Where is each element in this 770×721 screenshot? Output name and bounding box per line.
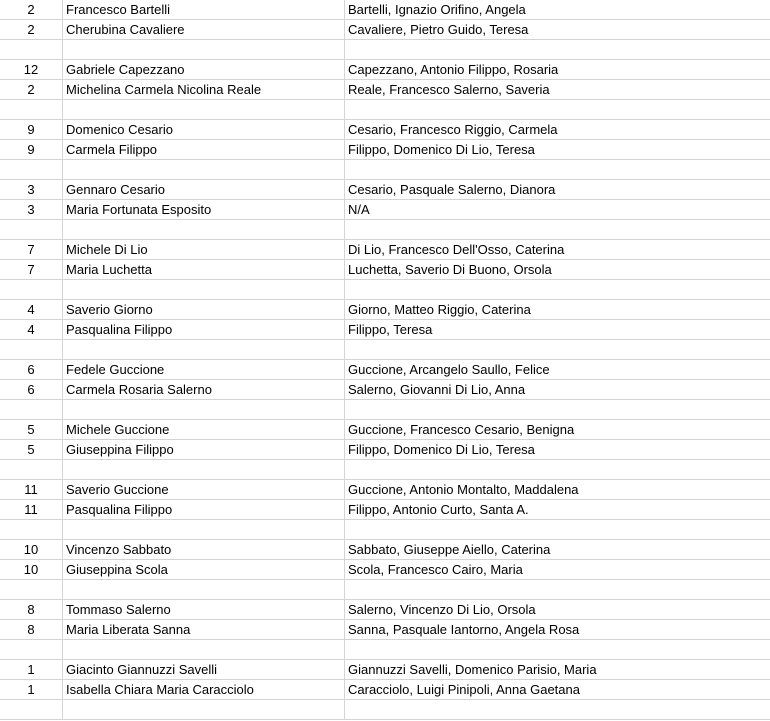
name-cell[interactable]: Cherubina Cavaliere <box>63 20 345 40</box>
parents-cell[interactable] <box>345 280 770 300</box>
name-cell[interactable]: Michelina Carmela Nicolina Reale <box>63 80 345 100</box>
parents-cell[interactable]: Caracciolo, Luigi Pinipoli, Anna Gaetana <box>345 680 770 700</box>
table-row <box>0 360 770 380</box>
name-cell[interactable]: Domenico Cesario <box>63 120 345 140</box>
parents-cell[interactable]: Sanna, Pasquale Iantorno, Angela Rosa <box>345 620 770 640</box>
parents-cell[interactable]: Guccione, Antonio Montalto, Maddalena <box>345 480 770 500</box>
name-cell[interactable] <box>63 220 345 240</box>
name-cell[interactable]: Giuseppina Scola <box>63 560 345 580</box>
name-cell[interactable] <box>63 160 345 180</box>
number-cell[interactable]: 3 <box>0 180 63 200</box>
parents-cell[interactable]: N/A <box>345 200 770 220</box>
number-cell[interactable] <box>0 280 63 300</box>
table-row <box>0 320 770 340</box>
table-row <box>0 660 770 680</box>
name-cell[interactable] <box>63 400 345 420</box>
table-row <box>0 340 770 360</box>
parents-cell[interactable]: Filippo, Antonio Curto, Santa A. <box>345 500 770 520</box>
number-cell[interactable]: 4 <box>0 320 63 340</box>
table-row <box>0 60 770 80</box>
name-cell[interactable] <box>63 580 345 600</box>
parents-cell[interactable]: Sabbato, Giuseppe Aiello, Caterina <box>345 540 770 560</box>
name-cell[interactable] <box>63 40 345 60</box>
table-row <box>0 160 770 180</box>
number-cell[interactable]: 1 <box>0 660 63 680</box>
number-cell[interactable] <box>0 520 63 540</box>
number-cell[interactable]: 2 <box>0 20 63 40</box>
number-cell[interactable]: 10 <box>0 540 63 560</box>
number-cell[interactable] <box>0 220 63 240</box>
number-cell[interactable] <box>0 160 63 180</box>
parents-cell[interactable]: Cesario, Francesco Riggio, Carmela <box>345 120 770 140</box>
parents-cell[interactable]: Guccione, Arcangelo Saullo, Felice <box>345 360 770 380</box>
parents-cell[interactable]: Luchetta, Saverio Di Buono, Orsola <box>345 260 770 280</box>
parents-cell[interactable]: Cavaliere, Pietro Guido, Teresa <box>345 20 770 40</box>
table-row <box>0 700 770 720</box>
parents-cell[interactable] <box>345 400 770 420</box>
name-cell[interactable] <box>63 100 345 120</box>
parents-cell[interactable]: Salerno, Giovanni Di Lio, Anna <box>345 380 770 400</box>
number-cell[interactable]: 4 <box>0 300 63 320</box>
table-row <box>0 460 770 480</box>
number-cell[interactable]: 2 <box>0 80 63 100</box>
table-row <box>0 480 770 500</box>
number-cell[interactable]: 6 <box>0 360 63 380</box>
name-cell[interactable]: Giuseppina Filippo <box>63 440 345 460</box>
name-cell[interactable]: Vincenzo Sabbato <box>63 540 345 560</box>
number-cell[interactable] <box>0 400 63 420</box>
table-row <box>0 120 770 140</box>
table-row <box>0 440 770 460</box>
number-cell[interactable] <box>0 640 63 660</box>
parents-cell[interactable]: Guccione, Francesco Cesario, Benigna <box>345 420 770 440</box>
name-cell[interactable]: Fedele Guccione <box>63 360 345 380</box>
name-cell[interactable]: Saverio Giorno <box>63 300 345 320</box>
table-row <box>0 20 770 40</box>
parents-cell[interactable] <box>345 700 770 720</box>
name-cell[interactable]: Michele Guccione <box>63 420 345 440</box>
table-row <box>0 300 770 320</box>
name-cell[interactable]: Maria Liberata Sanna <box>63 620 345 640</box>
table-row <box>0 220 770 240</box>
number-cell[interactable]: 12 <box>0 60 63 80</box>
number-cell[interactable]: 8 <box>0 620 63 640</box>
name-cell[interactable]: Carmela Rosaria Salerno <box>63 380 345 400</box>
table-row <box>0 620 770 640</box>
table-row <box>0 260 770 280</box>
parents-cell[interactable]: Filippo, Domenico Di Lio, Teresa <box>345 140 770 160</box>
name-cell[interactable]: Gennaro Cesario <box>63 180 345 200</box>
table-row <box>0 580 770 600</box>
parents-cell[interactable]: Reale, Francesco Salerno, Saveria <box>345 80 770 100</box>
table-row <box>0 380 770 400</box>
table-row <box>0 100 770 120</box>
number-cell[interactable]: 10 <box>0 560 63 580</box>
table-row <box>0 680 770 700</box>
number-cell[interactable] <box>0 340 63 360</box>
name-cell[interactable]: Carmela Filippo <box>63 140 345 160</box>
parents-cell[interactable] <box>345 220 770 240</box>
number-cell[interactable]: 5 <box>0 420 63 440</box>
number-cell[interactable]: 8 <box>0 600 63 620</box>
table-row <box>0 240 770 260</box>
number-cell[interactable] <box>0 580 63 600</box>
number-cell[interactable]: 9 <box>0 120 63 140</box>
name-cell[interactable]: Gabriele Capezzano <box>63 60 345 80</box>
number-cell[interactable]: 2 <box>0 0 63 20</box>
table-row <box>0 500 770 520</box>
table-row <box>0 560 770 580</box>
number-cell[interactable]: 5 <box>0 440 63 460</box>
parents-cell[interactable] <box>345 580 770 600</box>
number-cell[interactable] <box>0 700 63 720</box>
name-cell[interactable] <box>63 520 345 540</box>
number-cell[interactable]: 7 <box>0 260 63 280</box>
parents-cell[interactable] <box>345 640 770 660</box>
number-cell[interactable]: 3 <box>0 200 63 220</box>
parents-cell[interactable] <box>345 160 770 180</box>
table-row <box>0 420 770 440</box>
number-cell[interactable]: 7 <box>0 240 63 260</box>
name-cell[interactable]: Isabella Chiara Maria Caracciolo <box>63 680 345 700</box>
table-row <box>0 520 770 540</box>
table-row <box>0 180 770 200</box>
parents-cell[interactable]: Bartelli, Ignazio Orifino, Angela <box>345 0 770 20</box>
number-cell[interactable]: 11 <box>0 480 63 500</box>
table-row <box>0 400 770 420</box>
name-cell[interactable]: Maria Luchetta <box>63 260 345 280</box>
table-row <box>0 200 770 220</box>
number-cell[interactable]: 11 <box>0 500 63 520</box>
name-cell[interactable]: Maria Fortunata Esposito <box>63 200 345 220</box>
number-cell[interactable] <box>0 100 63 120</box>
name-cell[interactable] <box>63 340 345 360</box>
parents-cell[interactable]: Di Lio, Francesco Dell'Osso, Caterina <box>345 240 770 260</box>
name-cell[interactable]: Saverio Guccione <box>63 480 345 500</box>
parents-cell[interactable]: Filippo, Domenico Di Lio, Teresa <box>345 440 770 460</box>
name-cell[interactable] <box>63 700 345 720</box>
parents-cell[interactable]: Cesario, Pasquale Salerno, Dianora <box>345 180 770 200</box>
parents-cell[interactable]: Scola, Francesco Cairo, Maria <box>345 560 770 580</box>
parents-cell[interactable]: Capezzano, Antonio Filippo, Rosaria <box>345 60 770 80</box>
parents-cell[interactable] <box>345 40 770 60</box>
number-cell[interactable] <box>0 460 63 480</box>
table-row <box>0 640 770 660</box>
table-row <box>0 40 770 60</box>
name-cell[interactable] <box>63 280 345 300</box>
name-cell[interactable]: Giacinto Giannuzzi Savelli <box>63 660 345 680</box>
parents-cell[interactable] <box>345 100 770 120</box>
number-cell[interactable]: 1 <box>0 680 63 700</box>
parents-cell[interactable]: Giorno, Matteo Riggio, Caterina <box>345 300 770 320</box>
parents-cell[interactable]: Giannuzzi Savelli, Domenico Parisio, Maria <box>345 660 770 680</box>
parents-cell[interactable] <box>345 340 770 360</box>
name-cell[interactable]: Francesco Bartelli <box>63 0 345 20</box>
parents-cell[interactable] <box>345 460 770 480</box>
parents-cell[interactable]: Filippo, Teresa <box>345 320 770 340</box>
parents-cell[interactable] <box>345 520 770 540</box>
table-row <box>0 140 770 160</box>
parents-cell[interactable]: Salerno, Vincenzo Di Lio, Orsola <box>345 600 770 620</box>
name-cell[interactable]: Pasqualina Filippo <box>63 500 345 520</box>
number-cell[interactable] <box>0 40 63 60</box>
table-row <box>0 600 770 620</box>
name-cell[interactable]: Tommaso Salerno <box>63 600 345 620</box>
number-cell[interactable]: 9 <box>0 140 63 160</box>
table-row <box>0 280 770 300</box>
table-row <box>0 540 770 560</box>
name-cell[interactable] <box>63 640 345 660</box>
name-cell[interactable]: Pasqualina Filippo <box>63 320 345 340</box>
number-cell[interactable]: 6 <box>0 380 63 400</box>
name-cell[interactable]: Michele Di Lio <box>63 240 345 260</box>
table-row <box>0 80 770 100</box>
name-cell[interactable] <box>63 460 345 480</box>
table-row <box>0 0 770 20</box>
